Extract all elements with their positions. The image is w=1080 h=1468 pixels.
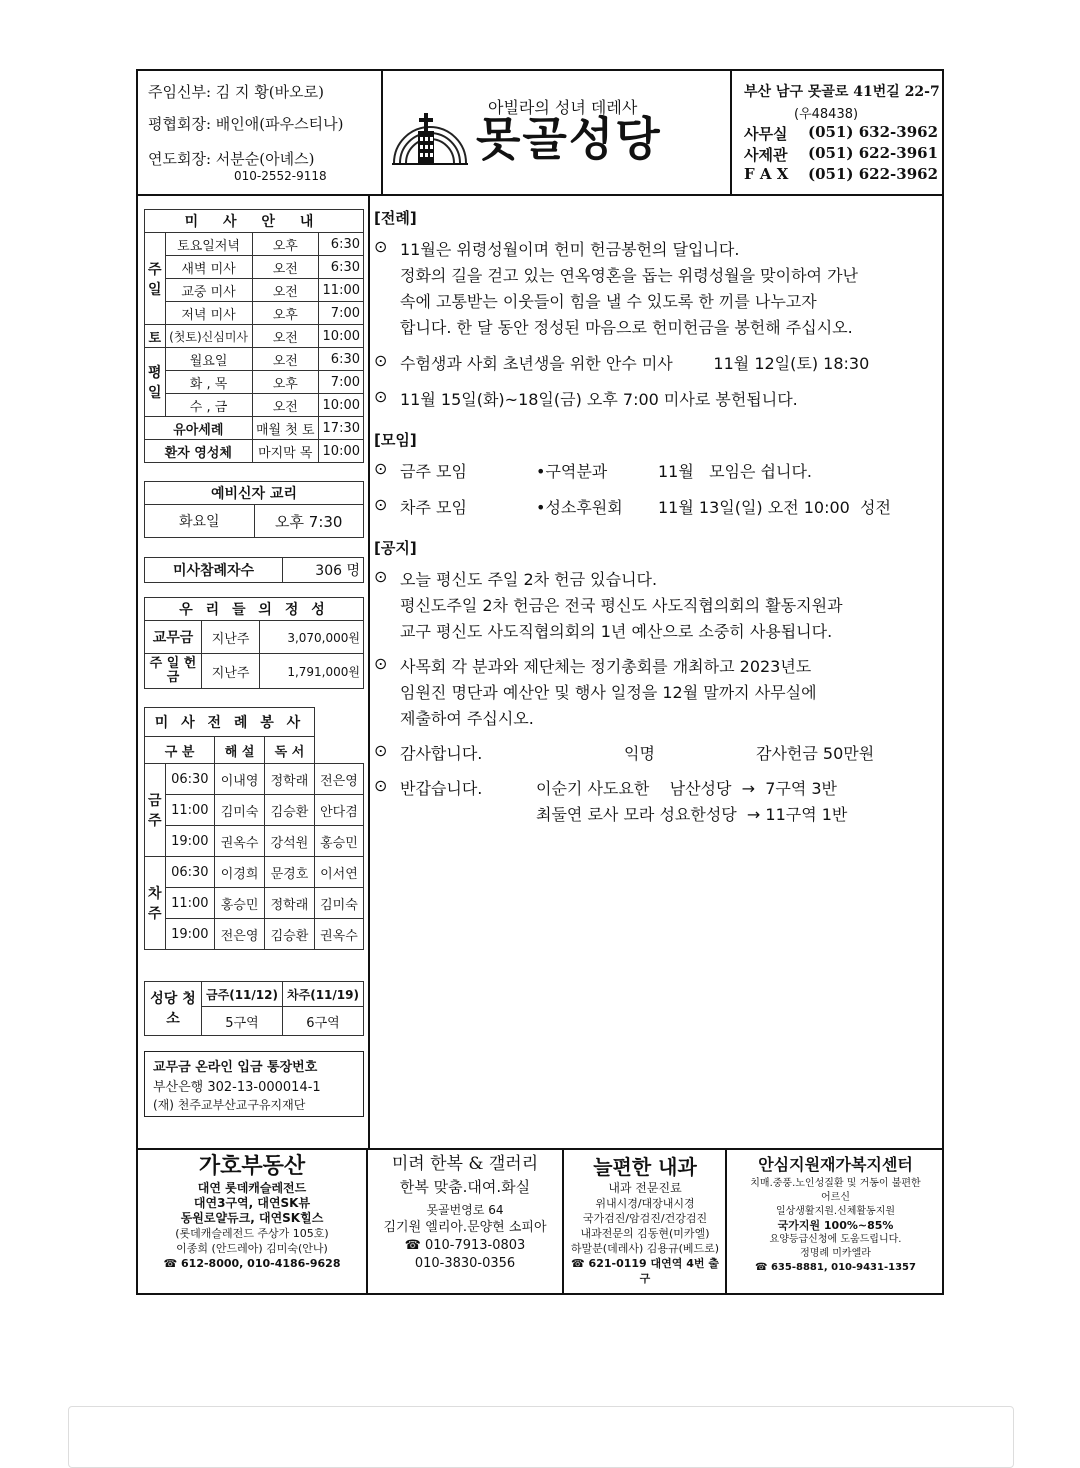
next-week-label: 차주 — [145, 857, 166, 950]
cleaning-table — [144, 981, 364, 1036]
altar-time: 19:00 — [165, 919, 215, 950]
ad-hanbok — [370, 1153, 560, 1293]
ad-title: 미려 한복 & 갤러리 — [391, 1154, 539, 1174]
bullet-icon: ⊙ — [374, 237, 388, 256]
body-divider — [368, 194, 370, 1148]
mass-name: 화 , 목 — [165, 371, 252, 394]
mass-ampm: 오전 — [252, 394, 318, 417]
mass-schedule-table — [144, 209, 364, 463]
council-line — [148, 113, 343, 134]
bulletin-sheet — [136, 69, 944, 1295]
ad-line: 내과전문의 김동현(미카엘) — [580, 1227, 710, 1240]
ad-title: 늘편한 내과 — [593, 1155, 697, 1179]
ad-clinic — [566, 1153, 724, 1293]
mass-name: (첫토)신심미사 — [165, 325, 252, 348]
bottom-card — [68, 1406, 1014, 1468]
offering-name: 주 일 헌 금 — [145, 654, 202, 689]
catechumen-time: 오후 7:30 — [254, 505, 364, 538]
mass-time: 7:00 — [318, 371, 363, 394]
welcome-line: 이순기 사도요한 남산성당 → 7구역 3반 — [536, 779, 838, 798]
mass-ampm: 오전 — [252, 348, 318, 371]
sunday-label: 주일 — [145, 233, 166, 325]
altar-narrator: 이내영 — [215, 764, 265, 795]
altar-reader: 안다겸 — [314, 795, 363, 826]
altar-narrator: 홍승민 — [215, 888, 265, 919]
offering-table — [144, 597, 364, 689]
altar-head-col1: 구 분 — [145, 737, 215, 764]
pastor-name: 김 지 황(바오로) — [215, 83, 324, 101]
cleaning-next-head: 차주(11/19) — [283, 982, 364, 1007]
ad-title: 가호부동산 — [198, 1154, 306, 1179]
ad-line: 이종희 (안드레아) 김미숙(안나) — [176, 1242, 328, 1255]
altar-narrator: 권옥수 — [215, 826, 265, 857]
altar-reader: 강석원 — [265, 826, 315, 857]
ad-line: 국가지원 100%~85% — [777, 1219, 894, 1232]
altar-reader: 김승환 — [265, 795, 315, 826]
mass-ampm: 오전 — [252, 279, 318, 302]
meeting-detail: 11월 모임은 쉽니다. — [658, 462, 812, 481]
altar-service-table — [144, 707, 364, 950]
infant-baptism-label: 유아세례 — [145, 417, 253, 440]
altar-time: 06:30 — [165, 857, 215, 888]
attendance-value: 306 명 — [283, 558, 364, 583]
ad-title: 안심지원재가복지센터 — [758, 1155, 913, 1174]
mass-schedule-title: 미 사 안 내 — [145, 210, 364, 233]
catechumen-day: 화요일 — [145, 505, 255, 538]
prayer-line — [148, 148, 314, 169]
this-week-label: 금주 — [145, 764, 166, 857]
bullet-icon: ⊙ — [374, 387, 388, 406]
mass-time: 7:00 — [318, 302, 363, 325]
ad-line: 동원로얄듀크, 대연SK힐스 — [180, 1211, 324, 1225]
mass-ampm: 오전 — [252, 325, 318, 348]
mass-time: 10:00 — [318, 325, 363, 348]
bank-box — [144, 1051, 364, 1117]
altar-reader: 전은영 — [314, 764, 363, 795]
ad-line: ☎ 010-7913-0803 — [404, 1238, 526, 1253]
offering-period: 지난주 — [202, 621, 260, 654]
altar-head-col3: 독 서 — [265, 737, 315, 764]
altar-head-col2: 해 설 — [215, 737, 265, 764]
ad-divider — [562, 1148, 564, 1295]
liturgy-line: 수험생과 사회 초년생을 위한 안수 미사 11월 12일(토) 18:30 — [400, 354, 870, 373]
meeting-group: •구역분과 — [536, 462, 608, 481]
altar-reader: 권옥수 — [314, 919, 363, 950]
infant-baptism-when: 매월 첫 토 — [252, 417, 318, 440]
mass-ampm: 오후 — [252, 371, 318, 394]
office-phone: (051) 632-3962 — [808, 123, 939, 141]
thanks-label: 감사합니다. — [400, 744, 483, 763]
mass-time: 6:30 — [318, 256, 363, 279]
ad-line: ☎ 635-8881, 010-9431-1357 — [755, 1262, 916, 1273]
fax-label: F A X — [744, 165, 789, 183]
sick-communion-when: 마지막 목 — [252, 440, 318, 463]
meeting-detail: 11월 13일(일) 오전 10:00 성전 — [658, 498, 891, 517]
liturgy-line: 정화의 길을 걷고 있는 연옥영혼을 돕는 위령성월을 맞이하여 가난 — [400, 266, 859, 285]
altar-reader: 이서연 — [314, 857, 363, 888]
prayer-label: 연도회장: — [148, 150, 212, 168]
notice-line: 오늘 평신도 주일 2차 헌금 있습니다. — [400, 570, 658, 589]
altar-reader: 정학래 — [265, 888, 315, 919]
altar-reader: 정학래 — [265, 764, 315, 795]
sick-communion-time: 10:00 — [318, 440, 363, 463]
offering-amount: 3,070,000원 — [260, 621, 364, 654]
altar-reader: 문경호 — [265, 857, 315, 888]
saturday-label: 토 — [145, 325, 166, 348]
bank-title: 교무금 온라인 입금 통장번호 — [153, 1060, 318, 1075]
bank-account: 부산은행 302-13-000014-1 — [153, 1080, 321, 1095]
ad-line: 김기원 엘리아.문양현 소피아 — [383, 1220, 547, 1235]
parish-address: 부산 남구 못골로 41번길 22-7 — [744, 84, 940, 100]
ad-line: ☎ 612-8000, 010-4186-9628 — [163, 1257, 341, 1270]
attendance-table — [144, 557, 364, 583]
mass-time: 6:30 — [318, 348, 363, 371]
footer-rule — [138, 1148, 942, 1150]
notice-line: 제출하여 주십시오. — [400, 709, 534, 728]
office-label: 사무실 — [744, 125, 788, 143]
liturgy-line: 합니다. 한 달 동안 정성된 마음으로 헌미헌금을 봉헌해 주십시오. — [400, 318, 853, 337]
mass-time: 6:30 — [318, 233, 363, 256]
welcome-label: 반갑습니다. — [400, 779, 483, 798]
altar-narrator: 김미숙 — [215, 795, 265, 826]
prayer-name: 서분순(아녜스) — [215, 150, 315, 168]
rectory-label: 사제관 — [744, 146, 788, 164]
altar-reader: 김승환 — [265, 919, 315, 950]
header-rule — [138, 194, 942, 196]
ad-line: 대연 롯데캐슬레전드 — [197, 1181, 307, 1195]
catechumen-title: 예비신자 교리 — [145, 482, 364, 505]
ad-line: 010-3830-0356 — [414, 1256, 516, 1271]
welcome-line: 최둘연 로사 모라 성요한성당 → 11구역 1반 — [536, 805, 848, 824]
parish-zip: (우48438) — [794, 107, 859, 122]
ad-line: 대연3구역, 대연SK뷰 — [193, 1196, 311, 1210]
altar-title: 미 사 전 례 봉 사 — [145, 708, 315, 737]
pastor-label: 주임신부: — [148, 83, 212, 101]
pastor-line — [148, 81, 324, 102]
mass-name: 저녁 미사 — [165, 302, 252, 325]
ad-line: 국가검진/암검진/건강검진 — [582, 1212, 708, 1225]
mass-time: 11:00 — [318, 279, 363, 302]
cleaning-this-value: 5구역 — [202, 1007, 283, 1036]
mass-name: 교중 미사 — [165, 279, 252, 302]
ad-welfare — [729, 1153, 942, 1293]
mass-name: 새벽 미사 — [165, 256, 252, 279]
cleaning-this-head: 금주(11/12) — [202, 982, 283, 1007]
rectory-phone: (051) 622-3961 — [808, 144, 939, 162]
header-divider-right — [730, 71, 732, 194]
offering-name: 교무금 — [145, 621, 202, 654]
header-divider-left — [381, 71, 383, 194]
offering-title: 우 리 들 의 정 성 — [145, 598, 364, 621]
ad-realestate — [142, 1153, 362, 1293]
bullet-icon: ⊙ — [374, 459, 388, 478]
infant-baptism-time: 17:30 — [318, 417, 363, 440]
altar-time: 11:00 — [165, 795, 215, 826]
ad-divider — [725, 1148, 727, 1295]
liturgy-line: 11월은 위령성월이며 헌미 헌금봉헌의 달입니다. — [400, 240, 740, 259]
thanks-who: 익명 — [624, 744, 655, 763]
altar-reader: 김미숙 — [314, 888, 363, 919]
notice-line: 평신도주일 2차 헌금은 전국 평신도 사도직협의회의 활동지원과 — [400, 596, 843, 615]
sick-communion-label: 환자 영성체 — [145, 440, 253, 463]
notice-title: [공지] — [374, 539, 417, 557]
altar-time: 19:00 — [165, 826, 215, 857]
cleaning-next-value: 6구역 — [283, 1007, 364, 1036]
altar-reader: 홍승민 — [314, 826, 363, 857]
meeting-title: [모임] — [374, 431, 417, 449]
attendance-label: 미사참례자수 — [145, 558, 283, 583]
ad-line: 한복 맞춤.대여.화실 — [399, 1178, 531, 1196]
liturgy-line: 속에 고통받는 이웃들이 힘을 낼 수 있도록 한 끼를 나누고자 — [400, 292, 817, 311]
meeting-label: 금주 모임 — [400, 462, 467, 481]
meeting-group: •성소후원회 — [536, 498, 623, 517]
bullet-icon: ⊙ — [374, 567, 388, 586]
mass-name: 월요일 — [165, 348, 252, 371]
bullet-icon: ⊙ — [374, 654, 388, 673]
ad-line: 정명례 미카엘라 — [800, 1248, 871, 1259]
liturgy-line: 11월 15일(화)~18일(금) 오후 7:00 미사로 봉헌됩니다. — [400, 390, 798, 409]
council-label: 평협회장: — [148, 115, 212, 133]
notice-line: 교구 평신도 사도직협의회의 1년 예산으로 소중히 사용됩니다. — [400, 622, 833, 641]
catechumen-table — [144, 481, 364, 538]
mass-time: 10:00 — [318, 394, 363, 417]
council-name: 배인애(파우스티나) — [215, 115, 344, 133]
mass-ampm: 오후 — [252, 233, 318, 256]
mass-name: 토요일저녁 — [165, 233, 252, 256]
ad-line: 어르신 — [821, 1192, 850, 1203]
offering-amount: 1,791,000원 — [260, 654, 364, 689]
bullet-icon: ⊙ — [374, 741, 388, 760]
meeting-label: 차주 모임 — [400, 498, 467, 517]
thanks-what: 감사헌금 50만원 — [756, 744, 875, 763]
weekday-label: 평일 — [145, 348, 166, 417]
ad-line: ☎ 621-0119 대연역 4번 출구 — [571, 1257, 719, 1285]
bank-holder: (재) 천주교부산교구유지재단 — [153, 1098, 306, 1112]
ad-line: 내과 전문진료 — [608, 1181, 682, 1195]
ad-line: 위내시경/대장내시경 — [595, 1197, 695, 1210]
notice-line: 임원진 명단과 예산안 및 행사 일정을 12월 말까지 사무실에 — [400, 683, 817, 702]
prayer-phone: 010-2552-9118 — [234, 169, 327, 183]
church-logo-icon — [390, 107, 470, 167]
altar-narrator: 전은영 — [215, 919, 265, 950]
offering-period: 지난주 — [202, 654, 260, 689]
parish-subtitle: 아빌라의 성녀 데레사 — [488, 98, 638, 117]
ad-line: 일상생활지원.신체활동지원 — [775, 1206, 896, 1217]
mass-ampm: 오후 — [252, 302, 318, 325]
bullet-icon: ⊙ — [374, 495, 388, 514]
ad-divider — [366, 1148, 368, 1295]
mass-ampm: 오전 — [252, 256, 318, 279]
notice-line: 사목회 각 분과와 제단체는 정기총회를 개최하고 2023년도 — [400, 657, 812, 676]
ad-line: 하말분(데레사) 김용규(베드로) — [570, 1242, 720, 1255]
bullet-icon: ⊙ — [374, 351, 388, 370]
altar-time: 11:00 — [165, 888, 215, 919]
cleaning-label: 성당 청소 — [145, 982, 202, 1036]
ad-line: 요양등급신청에 도움드립니다. — [769, 1234, 902, 1245]
altar-time: 06:30 — [165, 764, 215, 795]
parish-title: 못골성당 — [476, 112, 662, 166]
ad-line: 못골번영로 64 — [426, 1203, 504, 1217]
ad-line: (롯데캐슬레전드 주상가 105호) — [175, 1227, 329, 1240]
ad-line: 치매.중풍.노인성질환 및 거동이 불편한 — [750, 1178, 921, 1189]
fax-number: (051) 622-3962 — [808, 165, 939, 183]
mass-name: 수 , 금 — [165, 394, 252, 417]
altar-narrator: 이경희 — [215, 857, 265, 888]
bullet-icon: ⊙ — [374, 776, 388, 795]
liturgy-title: [전례] — [374, 209, 417, 227]
